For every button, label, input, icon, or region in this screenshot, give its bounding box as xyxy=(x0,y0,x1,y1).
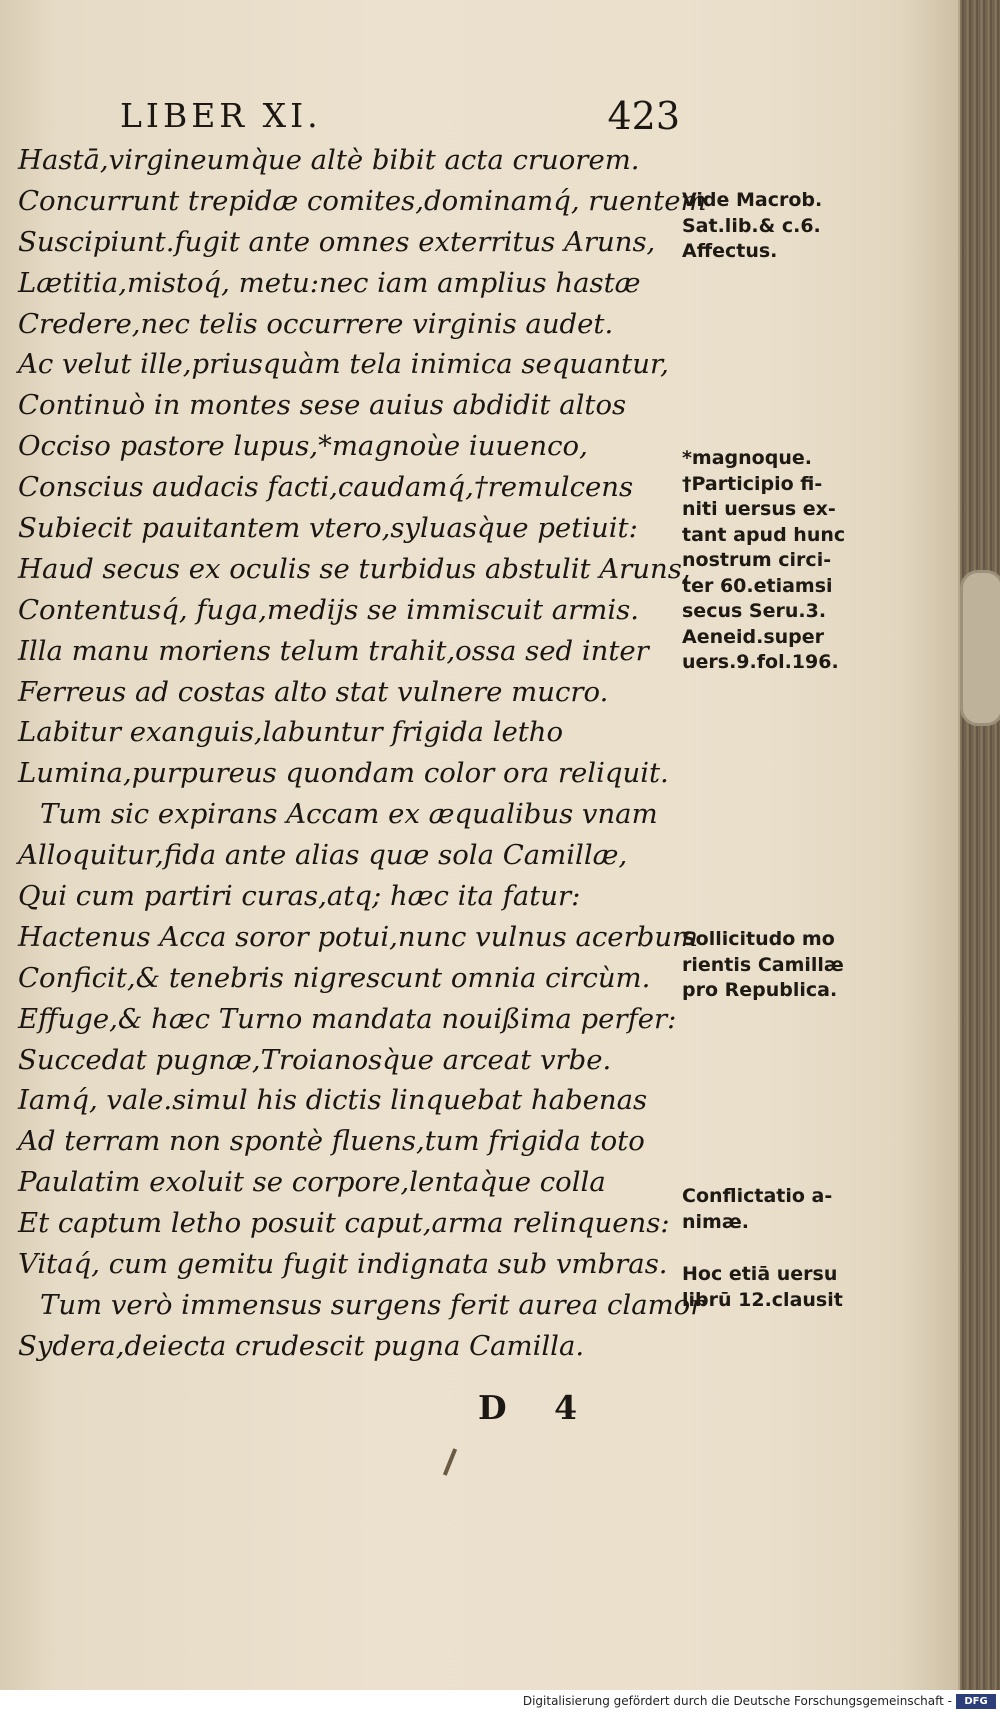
verse-line: Occiso pastore lupus,*magnoùe iuuenco, xyxy=(18,430,588,463)
verse-line: Conscius audacis facti,caudamq́,†remulcens xyxy=(18,471,634,504)
margin-note-sollicitudo: Sollicitudo mo rientis Camillæ pro Republica. xyxy=(682,928,844,1001)
running-title: LIBER XI. xyxy=(120,96,322,135)
verse-line: Illa manu moriens telum trahit,ossa sed inter xyxy=(18,634,649,667)
digitization-footer xyxy=(0,1690,1000,1713)
verse-line: Alloquitur,fida ante alias quæ sola Camillæ, xyxy=(18,839,628,872)
verse-line: Continuò in montes sese auius abdidit altos xyxy=(18,389,627,422)
verse-line: Subiecit pauitantem vtero,syluasq̀ue petiuit: xyxy=(18,512,638,545)
margin-note-hoc-etiam: Hoc etiā uersu librū 12.clausit xyxy=(682,1263,843,1311)
verse-line: Contentusq́, fuga,medijs se immiscuit armis. xyxy=(18,593,640,626)
verse-line: Ac velut ille,priusquàm tela inimica sequantur, xyxy=(18,348,669,381)
verse-text xyxy=(18,140,707,1367)
verse-line: Paulatim exoluit se corpore,lentaq̀ue colla xyxy=(18,1166,606,1199)
verse-line: Sydera,deiecta crudescit pugna Camilla. xyxy=(18,1329,585,1362)
verse-line: Qui cum partiri curas,atq; hæc ita fatur: xyxy=(18,880,581,913)
verse-line: Labitur exanguis,labuntur frigida letho xyxy=(18,716,564,749)
running-header xyxy=(120,96,680,140)
verse-line: Et captum letho posuit caput,arma relinquens: xyxy=(18,1207,670,1240)
verse-line: Suscipiunt.fugit ante omnes exterritus Aruns, xyxy=(18,225,656,258)
verse-line: Credere,nec telis occurrere virginis audet. xyxy=(18,307,614,340)
verse-line: Succedat pugnæ,Troianosq̀ue arceat vrbe. xyxy=(18,1043,612,1076)
verse-line: Hastā,virgineumq̀ue altè bibit acta cruorem. xyxy=(18,144,640,176)
footer-text: Digitalisierung gefördert durch die Deutsche Forschungsgemeinschaft - xyxy=(522,1694,952,1708)
verse-line: Conficit,& tenebris nigrescunt omnia circùm. xyxy=(18,961,651,994)
book-edge xyxy=(958,0,1000,1690)
margin-note-conflictatio: Conflictatio a- nimæ. xyxy=(682,1185,833,1233)
verse-line: Tum sic expirans Accam ex æqualibus vnam xyxy=(40,798,658,831)
dfg-logo: DFG xyxy=(956,1694,996,1709)
verse-line: Tum verò immensus surgens ferit aurea clamor xyxy=(40,1288,704,1321)
verse-line: Iamq́, vale.simul his dictis linquebat habenas xyxy=(18,1084,648,1117)
verse-line: Hactenus Acca soror potui,nunc vulnus acerbum xyxy=(18,920,699,953)
verse-line: Lætitia,mistoq́, metu:nec iam amplius hastæ xyxy=(18,266,641,299)
margin-note-participio: *magnoque. †Participio fi- niti uersus ex- tant apud hunc nostrum circi- ter 60.etiamsi secus Seru.3. Aeneid.super uers.9.fol.196. xyxy=(682,447,846,673)
verse-line: Haud secus ex oculis se turbidus abstulit Aruns, xyxy=(18,552,691,585)
page-number: 423 xyxy=(607,94,680,138)
verse-line: Effuge,& hæc Turno mandata nouißima perfer: xyxy=(18,1002,677,1035)
verse-line: Lumina,purpureus quondam color ora reliquit. xyxy=(18,757,669,790)
verse-line: Concurrunt trepidæ comites,dominamq́, ruentem xyxy=(18,184,707,217)
signature-mark: D 4 xyxy=(478,1388,596,1427)
verse-line: Ferreus ad costas alto stat vulnere mucro. xyxy=(18,675,609,708)
margin-note-macrobius: Vide Macrob. Sat.lib.& c.6. Affectus. xyxy=(682,189,823,262)
verse-line: Vitaq́, cum gemitu fugit indignata sub vmbras. xyxy=(18,1248,668,1281)
verse-line: Ad terram non spontè fluens,tum frigida toto xyxy=(18,1125,645,1158)
book-clasp xyxy=(960,570,1000,726)
ink-mark xyxy=(443,1448,457,1475)
